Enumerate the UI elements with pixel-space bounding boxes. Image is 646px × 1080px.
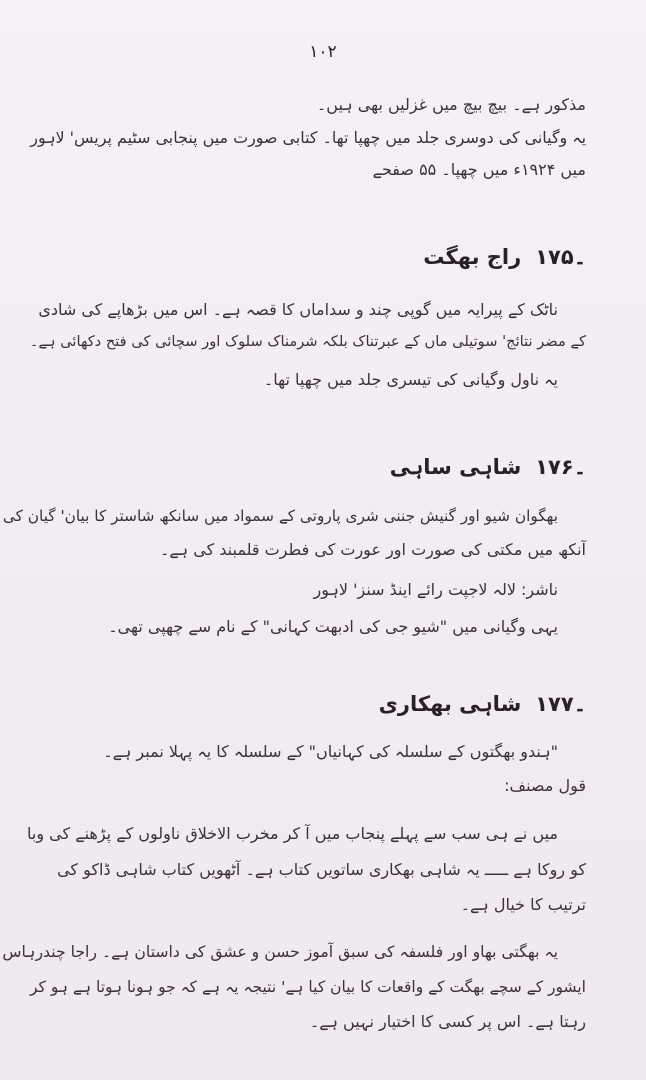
top-line-1: مذکور ہے۔ بیچ بیچ میں غزلیں بھی ہیں۔ [316, 95, 586, 114]
section-177-heading [379, 692, 586, 716]
s177-line-6: یہ بھگتی بھاو اور فلسفہ کی سبق آموز حسن و عشق کی داستان ہے۔ راجا چندرہاس [2, 942, 558, 961]
s176-line-1: بھگوان شیو اور گنیش جننی شری پاروتی کے سمواد میں سانکھ شاستر کا بیان' گیان کی [2, 507, 558, 525]
s175-line-2: کے مضر نتائج' سوتیلی ماں کے عبرتناک بلکہ شرمناک سلوک اور سچائی کی فتح دکھائی ہے۔ [29, 333, 586, 350]
s177-line-7: ایشور کے سچے بھگت کے واقعات کا بیان کیا ہے' نتیجہ یہ ہے کہ جو ہونا ہوتا ہے ہو کر [30, 978, 586, 996]
s176-line-2: آنکھ میں مکتی کی صورت اور عورت کی فطرت قلمبند کی ہے۔ [160, 540, 586, 559]
section-175-heading [423, 245, 586, 269]
s177-line-3: میں نے ہی سب سے پہلے پنجاب میں آ کر مخرب الاخلاق ناولوں کے پڑھنے کی وبا [27, 824, 558, 843]
section-176-title: شاہی ساہی [389, 455, 522, 479]
section-176-number: ۱۷۶۔ [535, 455, 586, 479]
section-177-title: شاہی بھکاری [378, 692, 522, 716]
section-175-number: ۱۷۵۔ [535, 245, 586, 269]
s177-line-5: ترتیب کا خیال ہے۔ [460, 895, 586, 914]
section-176-heading [390, 455, 586, 479]
top-line-2: یہ وگیانی کی دوسری جلد میں چھپا تھا۔ کتابی صورت میں پنجابی سٹیم پریس' لاہور [30, 128, 586, 147]
top-line-3: میں ۱۹۲۴ء میں چھپا۔ ۵۵ صفحے [372, 160, 586, 179]
s176-line-3: ناشر: لالہ لاجپت رائے اینڈ سنز' لاہور [313, 580, 558, 599]
section-177-number: ۱۷۷۔ [535, 692, 586, 716]
s177-line-1: "ہندو بھگتوں کے سلسلہ کی کہانیاں" کے سلسلہ کا یہ پہلا نمبر ہے۔ [103, 742, 558, 761]
s177-line-2: قول مصنف: [504, 776, 586, 795]
s176-line-4: یہی وگیانی میں "شیو جی کی ادبھت کہانی" کے نام سے چھپی تھی۔ [108, 617, 558, 636]
section-175-title: راج بھگت [423, 245, 522, 269]
s175-line-1: ناٹک کے پیرایہ میں گوپی چند و سداماں کا قصہ ہے۔ اس میں بڑھاپے کی شادی [38, 300, 558, 319]
s177-line-4: کو روکا ہے ـــــ یہ شاہی بھکاری ساتویں کتاب ہے۔ آٹھویں کتاب شاہی ڈاکو کی [57, 860, 586, 879]
s175-line-3: یہ ناول وگیانی کی تیسری جلد میں چھپا تھا۔ [263, 370, 558, 389]
page-number: ۱۰۲ [309, 42, 337, 62]
s177-line-8: رہتا ہے۔ اس پر کسی کا اختیار نہیں ہے۔ [309, 1012, 586, 1031]
